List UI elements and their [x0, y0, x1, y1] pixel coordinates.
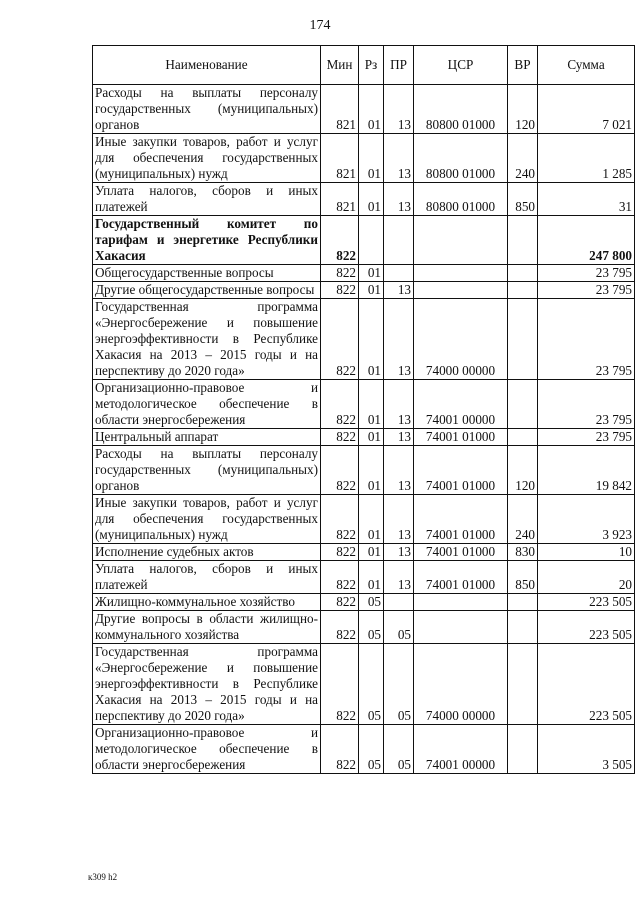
cell-vr: 120 — [508, 85, 538, 134]
cell-vr: 850 — [508, 561, 538, 594]
cell-vr: 240 — [508, 495, 538, 544]
table-row — [93, 183, 635, 216]
cell-pr: 05 — [384, 611, 414, 644]
cell-min: 821 — [321, 85, 359, 134]
header-vr: ВР — [508, 46, 538, 85]
cell-rz: 05 — [359, 611, 384, 644]
cell-csr: 74001 01000 — [414, 429, 508, 446]
cell-sum: 223 505 — [538, 594, 635, 611]
cell-csr: 74000 00000 — [414, 644, 508, 725]
cell-csr: 74001 01000 — [414, 446, 508, 495]
cell-name: Государственный комитет по тарифам и энергетике Республики Хакасия — [93, 216, 321, 265]
cell-vr — [508, 611, 538, 644]
cell-rz: 05 — [359, 594, 384, 611]
cell-pr: 13 — [384, 134, 414, 183]
cell-rz: 01 — [359, 495, 384, 544]
table-row — [93, 725, 635, 774]
cell-pr — [384, 216, 414, 265]
table-row — [93, 282, 635, 299]
cell-vr — [508, 282, 538, 299]
cell-csr: 80800 01000 — [414, 85, 508, 134]
footer-code: к309 h2 — [88, 872, 118, 882]
table-row — [93, 446, 635, 495]
cell-csr: 80800 01000 — [414, 183, 508, 216]
cell-sum: 3 923 — [538, 495, 635, 544]
cell-vr — [508, 216, 538, 265]
cell-sum: 7 021 — [538, 85, 635, 134]
cell-csr — [414, 611, 508, 644]
table-row — [93, 594, 635, 611]
cell-pr — [384, 594, 414, 611]
cell-pr: 05 — [384, 725, 414, 774]
cell-rz: 01 — [359, 282, 384, 299]
table-row — [93, 85, 635, 134]
cell-vr — [508, 644, 538, 725]
cell-rz: 01 — [359, 380, 384, 429]
cell-sum: 223 505 — [538, 611, 635, 644]
cell-sum: 247 800 — [538, 216, 635, 265]
cell-pr: 13 — [384, 183, 414, 216]
cell-vr — [508, 380, 538, 429]
cell-min: 822 — [321, 561, 359, 594]
cell-name: Организационно-правовое и методологическое обеспечение в области энергосбережения — [93, 725, 321, 774]
cell-min: 822 — [321, 299, 359, 380]
cell-sum: 10 — [538, 544, 635, 561]
cell-rz: 01 — [359, 85, 384, 134]
cell-min: 822 — [321, 282, 359, 299]
cell-pr: 13 — [384, 85, 414, 134]
table-row — [93, 429, 635, 446]
budget-table — [92, 45, 635, 774]
cell-min: 822 — [321, 380, 359, 429]
cell-name: Уплата налогов, сборов и иных платежей — [93, 183, 321, 216]
cell-min: 822 — [321, 216, 359, 265]
table-row — [93, 380, 635, 429]
cell-rz: 01 — [359, 265, 384, 282]
cell-min: 822 — [321, 446, 359, 495]
cell-min: 822 — [321, 429, 359, 446]
cell-csr — [414, 265, 508, 282]
cell-csr — [414, 282, 508, 299]
page-number: 174 — [309, 18, 331, 33]
cell-sum: 23 795 — [538, 380, 635, 429]
cell-pr: 13 — [384, 561, 414, 594]
cell-name: Центральный аппарат — [93, 429, 321, 446]
cell-vr: 240 — [508, 134, 538, 183]
cell-name: Расходы на выплаты персоналу государственных (муниципальных) органов — [93, 446, 321, 495]
table-body — [93, 85, 635, 774]
cell-sum: 23 795 — [538, 299, 635, 380]
cell-csr: 74001 00000 — [414, 380, 508, 429]
cell-sum: 23 795 — [538, 282, 635, 299]
cell-min: 822 — [321, 544, 359, 561]
cell-pr: 13 — [384, 299, 414, 380]
table-row — [93, 134, 635, 183]
cell-sum: 223 505 — [538, 644, 635, 725]
cell-vr — [508, 265, 538, 282]
cell-vr — [508, 725, 538, 774]
cell-name: Жилищно-коммунальное хозяйство — [93, 594, 321, 611]
cell-rz: 01 — [359, 446, 384, 495]
cell-name: Другие вопросы в области жилищно-коммунального хозяйства — [93, 611, 321, 644]
cell-vr — [508, 594, 538, 611]
cell-pr: 13 — [384, 380, 414, 429]
cell-name: Исполнение судебных актов — [93, 544, 321, 561]
cell-sum: 23 795 — [538, 429, 635, 446]
cell-min: 822 — [321, 725, 359, 774]
cell-rz: 05 — [359, 644, 384, 725]
table-row — [93, 265, 635, 282]
cell-name: Уплата налогов, сборов и иных платежей — [93, 561, 321, 594]
header-name: Наименование — [93, 46, 321, 85]
cell-min: 822 — [321, 594, 359, 611]
cell-name: Расходы на выплаты персоналу государственных (муниципальных) органов — [93, 85, 321, 134]
cell-csr: 74001 01000 — [414, 495, 508, 544]
cell-vr — [508, 299, 538, 380]
cell-sum: 20 — [538, 561, 635, 594]
cell-pr: 05 — [384, 644, 414, 725]
table-row — [93, 544, 635, 561]
table-header-row — [93, 46, 635, 85]
cell-vr: 120 — [508, 446, 538, 495]
cell-csr: 80800 01000 — [414, 134, 508, 183]
cell-rz: 05 — [359, 725, 384, 774]
table-row — [93, 299, 635, 380]
header-sum: Сумма — [538, 46, 635, 85]
cell-rz: 01 — [359, 544, 384, 561]
cell-csr: 74000 00000 — [414, 299, 508, 380]
cell-rz: 01 — [359, 183, 384, 216]
cell-name: Государственная программа «Энергосбережение и повышение энергоэффективности в Республике Хакасия на 2013 – 2015 годы и на перспективу до 2020 года» — [93, 299, 321, 380]
header-pr: ПР — [384, 46, 414, 85]
cell-sum: 19 842 — [538, 446, 635, 495]
table-row — [93, 611, 635, 644]
cell-min: 821 — [321, 183, 359, 216]
cell-csr: 74001 01000 — [414, 561, 508, 594]
cell-min: 822 — [321, 611, 359, 644]
cell-pr: 13 — [384, 495, 414, 544]
cell-vr: 850 — [508, 183, 538, 216]
cell-csr: 74001 00000 — [414, 725, 508, 774]
cell-csr: 74001 01000 — [414, 544, 508, 561]
cell-min: 822 — [321, 495, 359, 544]
cell-min: 822 — [321, 265, 359, 282]
table-row — [93, 644, 635, 725]
cell-pr — [384, 265, 414, 282]
cell-csr — [414, 216, 508, 265]
cell-rz — [359, 216, 384, 265]
cell-name: Организационно-правовое и методологическое обеспечение в области энергосбережения — [93, 380, 321, 429]
cell-sum: 1 285 — [538, 134, 635, 183]
cell-rz: 01 — [359, 561, 384, 594]
cell-name: Государственная программа «Энергосбережение и повышение энергоэффективности в Республике Хакасия на 2013 – 2015 годы и на перспективу до 2020 года» — [93, 644, 321, 725]
header-min: Мин — [321, 46, 359, 85]
table-row — [93, 216, 635, 265]
cell-sum: 23 795 — [538, 265, 635, 282]
cell-name: Иные закупки товаров, работ и услуг для обеспечения государственных (муниципальных) нужд — [93, 134, 321, 183]
cell-min: 822 — [321, 644, 359, 725]
cell-vr: 830 — [508, 544, 538, 561]
cell-sum: 31 — [538, 183, 635, 216]
header-csr: ЦСР — [414, 46, 508, 85]
cell-rz: 01 — [359, 299, 384, 380]
cell-sum: 3 505 — [538, 725, 635, 774]
cell-pr: 13 — [384, 282, 414, 299]
cell-pr: 13 — [384, 446, 414, 495]
cell-pr: 13 — [384, 429, 414, 446]
cell-min: 821 — [321, 134, 359, 183]
cell-csr — [414, 594, 508, 611]
cell-vr — [508, 429, 538, 446]
header-rz: Рз — [359, 46, 384, 85]
cell-name: Другие общегосударственные вопросы — [93, 282, 321, 299]
cell-name: Иные закупки товаров, работ и услуг для обеспечения государственных (муниципальных) нужд — [93, 495, 321, 544]
table-row — [93, 495, 635, 544]
table-row — [93, 561, 635, 594]
cell-rz: 01 — [359, 134, 384, 183]
cell-name: Общегосударственные вопросы — [93, 265, 321, 282]
cell-pr: 13 — [384, 544, 414, 561]
cell-rz: 01 — [359, 429, 384, 446]
